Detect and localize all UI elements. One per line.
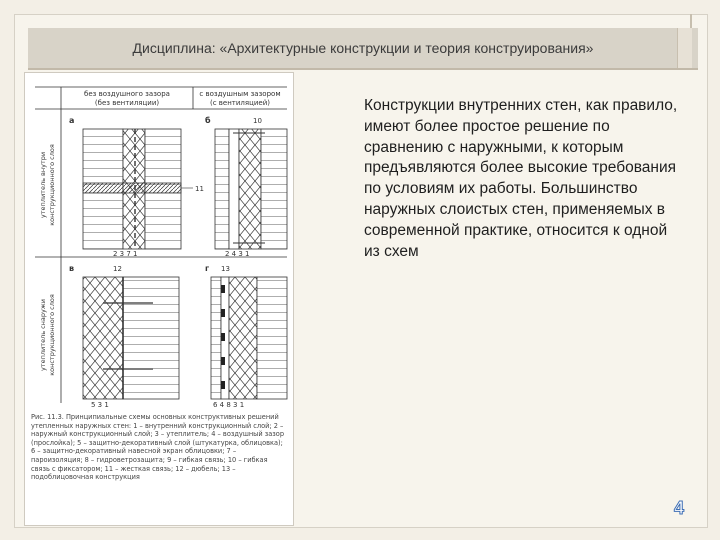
- side-bottom-line2: конструкционного слоя: [48, 294, 56, 376]
- wall-schemes-drawing: [25, 73, 293, 413]
- slide-title: Дисциплина: «Архитектурные конструкции и теория конструирования»: [132, 40, 594, 56]
- scheme-d: [205, 264, 287, 409]
- side-bottom-line1: утеплитель снаружи: [39, 299, 47, 371]
- col-right-line2: (с вентиляцией): [209, 99, 271, 107]
- callouts-d-bottom: 6 4 8 3 1: [213, 401, 245, 409]
- callout-13: 13: [221, 265, 230, 273]
- callouts-c-bottom: 5 3 1: [91, 401, 109, 409]
- side-top-line2: конструкционного слоя: [48, 144, 56, 226]
- scheme-c: [69, 264, 179, 409]
- callout-10: 10: [253, 117, 262, 125]
- scheme-b: [205, 115, 287, 258]
- callout-12: 12: [113, 265, 122, 273]
- header-accent: [677, 28, 692, 68]
- panel-label-b: б: [205, 116, 211, 125]
- figure-caption: Рис. 11.3. Принципиальные схемы основных конструктивных решений утепленных наружных стен: 1 – внутренний конструкционный слой; 2 – наружный конструкционный слой; 3 – утеплитель; 4 – воздушный зазор (прослойка); 5 – защитно-декоративный слой (штукатурка, облицовка); 6 – защитно-декоративный навесной экран облицовки; 7 – пароизоляция; 8 – гидроветрозащита; 9 – гибкая связь; 10 – гибкая связь с фиксатором; 11 – жесткая связь; 12 – дюбель; 13 – подоблицовочная конструкция: [31, 413, 285, 482]
- scheme-a: [69, 116, 204, 258]
- callout-11: 11: [195, 185, 204, 193]
- panel-label-c: в: [69, 264, 75, 273]
- header-bar: [28, 28, 698, 70]
- page-number: 4: [674, 498, 685, 518]
- panel-label-a: а: [69, 116, 75, 125]
- wall-schemes-figure: [24, 72, 294, 526]
- col-right-line1: с воздушным зазором: [199, 90, 281, 98]
- main-paragraph: Конструкции внутренних стен, как правило, имеют более простое решение по сравнению с наружными, к которым предъявляются более высокие требования по условиям их работы. Большинство наружных слоистых стен, применяемых в современной практике, относится к одной из схем: [364, 97, 678, 260]
- callouts-a-bottom: 2 3 7 1: [113, 250, 138, 258]
- side-top-line1: утеплитель внутри: [39, 151, 47, 219]
- col-left-line1: без воздушного зазора: [84, 90, 170, 98]
- callouts-b-bottom: 2 4 3 1: [225, 250, 250, 258]
- col-left-line2: (без вентиляции): [94, 99, 160, 107]
- panel-label-d: г: [205, 264, 210, 273]
